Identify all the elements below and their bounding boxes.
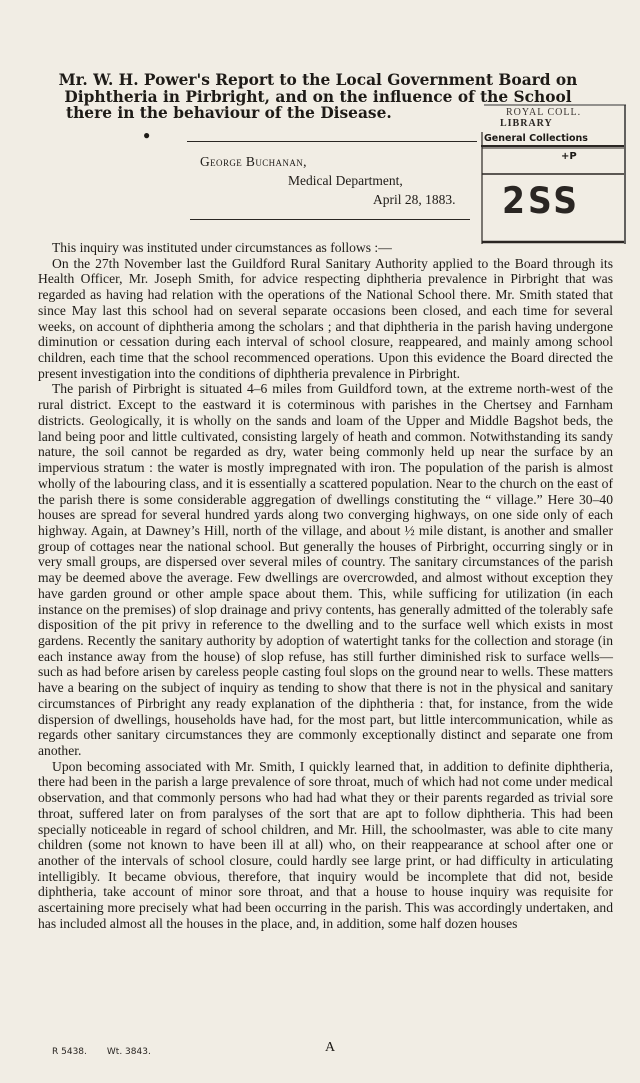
signature-block xyxy=(200,152,470,209)
title-line-1: Mr. W. H. Power's Report to the Local Government Board on xyxy=(58,71,578,89)
signature-mark: A xyxy=(325,1040,336,1055)
top-divider xyxy=(187,141,477,142)
paragraph-sore-throat: Upon becoming associated with Mr. Smith, I quickly learned that, in addition to definite diphtheria, there had been in the parish a large prevalence of sore throat, much of which had not come under medical observation, and that commonly persons who had had what they or their parents regarded as trivial sore throat, suffered later on from paralyses of the sort that are apt to follow diphtheria. This had been specially noticeable in regard of school children, and Mr. Hill, the schoolmaster, was able to cite many children (some not known to have been ill at all) who, on their reappearance at school after one or another of the intervals of school closure, could hardly see large print, or had difficulty in articulating intelligibly. It became obvious, therefore, that inquiry would be incomplete that did not, beside diphtheria, take account of minor sore throat, and that a house to house inquiry was requisite for ascertaining more precisely what had been occurring in the parish. This was accordingly undertaken, and has included almost all the houses in the place, and, in addition, some half dozen houses xyxy=(38,758,613,931)
paragraph-parish: The parish of Pirbright is situated 4–6 miles from Guildford town, at the extreme north-west of the rural district. Except to the eastward it is coterminous with parishes in the Chertsey and Farnham districts. Geologically, it is wholly on the sands and loam of the Upper and Middle Bagshot beds, the land being poor and little cultivated, consisting largely of heath and common. Notwithstanding its sandy nature, the soil cannot be regarded as dry, water being commonly held up near the surface by an impervious stratum : the water is mostly impregnated with iron. The population of the parish is almost wholly of the labouring class, and it is essentially a scattered population. Near to the church on the east of the parish there is some considerable aggregation of dwellings constituting the “ village.” Here 30–40 houses are spread for several hundred yards along two converging highways, on one side only of each highway. Again, at Dawney’s Hill, north of the village, and about ½ mile distant, is another and smaller group of cottages near the national school. But generally the houses of Pirbright, occurring singly or in very small groups, are dispersed over several miles of country. The sanitary circumstances of the parish may be deemed above the average. Few dwellings are overcrowded, and almost without exception they have garden ground or other ample space about them. This, while sufficing for utilization (in each instance on the premises) of slop drainage and privy contents, has generally admitted of the tolerably safe disposition of the pit privy in reference to the dwelling and to the surface well which exists in most gardens. Recently the sanitary authority by adoption of watertight tanks for the collection and storage (in each instance away from the house) of slop refuse, has still further diminished risk to surface wells—such as had before arisen by careless people casting foul slops on the ground near to wells. These matters have a bearing on the subject of inquiry as tending to show that there is not in the physical and sanitary circumstances of Pirbright any ready explanation of the diphtheria : that, for instance, from the wide dispersion of dwellings, households have had, for the most part, but little intercommunication, while as regards other sanitary circumstances they are commonly exceptionally distinct and separate one from another. xyxy=(38,381,613,758)
stamp-mark: +P xyxy=(561,151,577,162)
report-body xyxy=(38,240,613,932)
signatory-name: George Buchanan, xyxy=(200,154,307,169)
paragraph-application: On the 27th November last the Guildford Rural Sanitary Authority applied to the Board through its Health Officer, Mr. Joseph Smith, for advice respecting diphtheria prevalence in Pirbright that was regarded as having had relation with the operations of the National School there. Mr. Smith stated that since May last this school had on several separate occasions been closed, and each time for several weeks, on account of diphtheria among the scholars ; and that diphtheria in the parish having undergone diminution or cessation during each interval of school closure, reappeared, and mainly among school children, each time that the school recommenced operations. Upon this evidence the Board directed the present investigation into the conditions of diphtheria prevalence in Pirbright. xyxy=(38,255,613,381)
title-line-3: there in the behaviour of the Disease. xyxy=(66,104,392,122)
paragraph-intro: This inquiry was instituted under circumstances as follows :— xyxy=(52,240,392,255)
ref-number: R 5438. xyxy=(52,1047,87,1057)
printer-reference xyxy=(52,1047,171,1057)
stamp-line-1: ROYAL COLL. xyxy=(506,107,582,118)
stamp-collection: General Collections xyxy=(484,133,588,144)
bullet-mark: ● xyxy=(143,128,151,142)
bottom-divider xyxy=(190,219,470,220)
stamp-number: 2SS xyxy=(502,179,581,222)
signature-date: April 28, 1883. xyxy=(373,192,456,207)
title-line-2: Diphtheria in Pirbright, and on the influence of the School xyxy=(64,87,572,106)
library-stamp xyxy=(476,104,626,246)
stamp-line-2: LIBRARY xyxy=(500,118,553,129)
signatory-department: Medical Department, xyxy=(288,173,403,188)
warrant-number: Wt. 3843. xyxy=(106,1047,151,1057)
